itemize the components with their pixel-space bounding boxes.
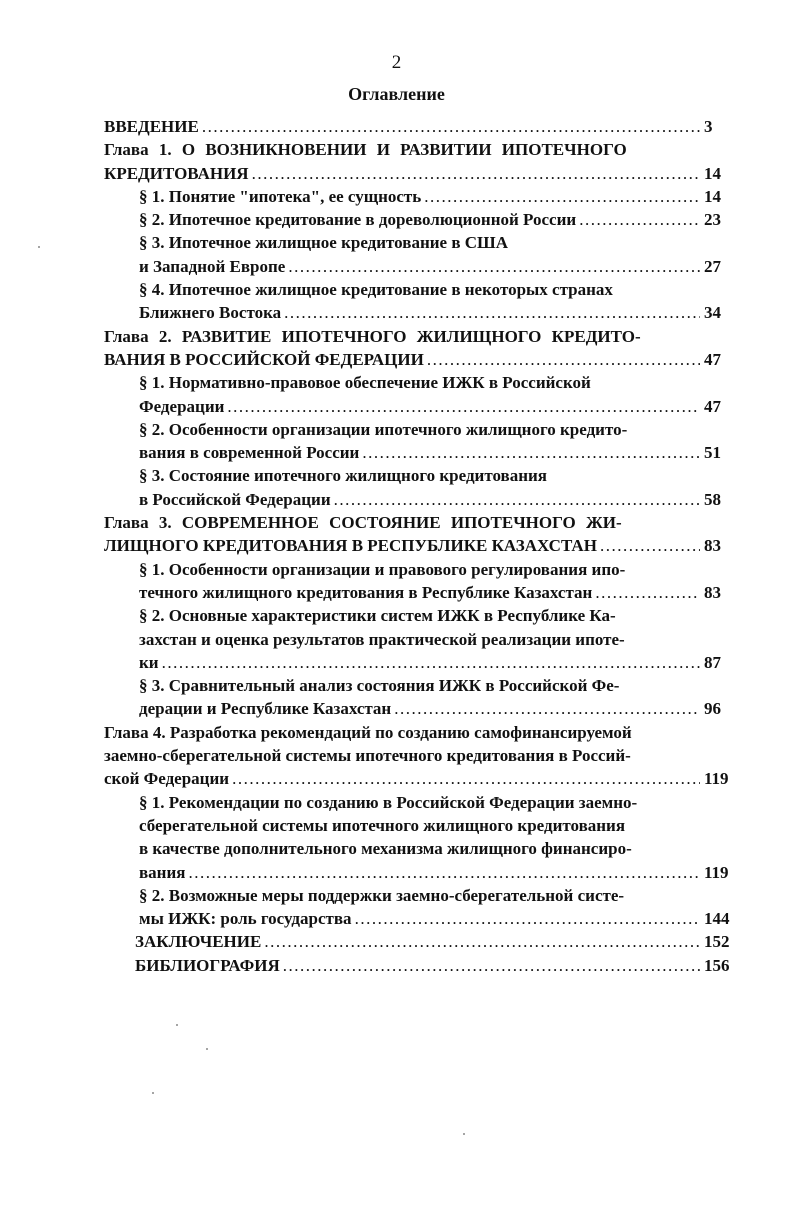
toc-page-number: 14 bbox=[704, 186, 721, 206]
toc-page-number: 47 bbox=[704, 396, 721, 416]
toc-page-number: 119 bbox=[704, 769, 729, 789]
toc-entry-chapter-2-section-3[interactable] bbox=[104, 464, 746, 511]
toc-entry-line: § 3. Состояние ипотечного жилищного кредитования bbox=[139, 466, 548, 486]
toc-entry-chapter-1-section-3[interactable] bbox=[104, 231, 746, 278]
dot-leader bbox=[227, 395, 700, 418]
toc-page-number: 47 bbox=[704, 349, 721, 369]
toc-page-number: 51 bbox=[704, 443, 721, 463]
toc-entry-chapter-3-section-2[interactable] bbox=[104, 604, 746, 674]
page-number: 2 bbox=[391, 52, 402, 73]
toc-entry-line: в качестве дополнительного механизма жилищного финансиро- bbox=[139, 839, 632, 859]
toc-entry-line: § 2. Основные характеристики систем ИЖК в Республике Ка- bbox=[139, 606, 616, 626]
dot-leader bbox=[362, 441, 700, 464]
toc-entry-line: § 3. Ипотечное жилищное кредитование в США bbox=[139, 233, 508, 253]
toc-entry-line: Глава 3. СОВРЕМЕННОЕ СОСТОЯНИЕ ИПОТЕЧНОГО ЖИ- bbox=[104, 513, 622, 533]
dot-leader bbox=[283, 954, 700, 977]
dot-leader bbox=[424, 185, 700, 208]
toc-entry-chapter-3-section-3[interactable] bbox=[104, 674, 746, 721]
toc-entry-title: в Российской Федерации bbox=[139, 489, 331, 509]
toc-entry-chapter-1-section-4[interactable] bbox=[104, 278, 746, 325]
dot-leader bbox=[264, 930, 700, 953]
toc-title: Оглавление bbox=[348, 84, 445, 104]
toc-entry-title: Ближнего Востока bbox=[139, 303, 282, 323]
dot-leader bbox=[288, 255, 700, 278]
toc-entry-line: § 1. Особенности организации и правового регулирования ипо- bbox=[139, 559, 626, 579]
toc-entry-title: ЛИЩНОГО КРЕДИТОВАНИЯ В РЕСПУБЛИКЕ КАЗАХСТАН bbox=[104, 536, 597, 556]
toc-page-number: 156 bbox=[704, 955, 730, 975]
scan-speck bbox=[463, 1133, 465, 1135]
toc-entry-chapter-3[interactable] bbox=[104, 511, 746, 558]
toc-page-number: 87 bbox=[704, 652, 721, 672]
toc-entry-line: § 2. Возможные меры поддержки заемно-сберегательной систе- bbox=[139, 885, 625, 905]
toc-entry-introduction[interactable] bbox=[104, 115, 746, 138]
scan-speck bbox=[152, 1092, 154, 1094]
toc-page-number: 58 bbox=[704, 489, 721, 509]
toc-entry-line: сберегательной системы ипотечного жилищного кредитования bbox=[139, 815, 626, 835]
table-of-contents bbox=[104, 115, 746, 977]
toc-entry-chapter-4-section-1[interactable] bbox=[104, 791, 746, 884]
dot-leader bbox=[355, 907, 700, 930]
scan-speck bbox=[206, 1048, 208, 1050]
dot-leader bbox=[202, 115, 700, 138]
toc-entry-title: вания в современной России bbox=[139, 443, 360, 463]
toc-entry-title: ской Федерации bbox=[104, 769, 230, 789]
toc-page-number: 34 bbox=[704, 303, 721, 323]
toc-page-number: 144 bbox=[704, 909, 730, 929]
toc-page-number: 14 bbox=[704, 163, 721, 183]
toc-entry-line: § 3. Сравнительный анализ состояния ИЖК в Российской Фе- bbox=[139, 676, 620, 696]
dot-leader bbox=[232, 767, 700, 790]
toc-entry-title: ки bbox=[139, 652, 159, 672]
toc-entry-line: Глава 1. О ВОЗНИКНОВЕНИИ И РАЗВИТИИ ИПОТЕЧНОГО bbox=[104, 140, 627, 160]
toc-entry-title: Федерации bbox=[139, 396, 225, 416]
toc-entry-chapter-3-section-1[interactable] bbox=[104, 558, 746, 605]
toc-entry-chapter-1-section-1[interactable] bbox=[104, 185, 746, 208]
toc-entry-title: § 1. Понятие "ипотека", ее сущность bbox=[139, 186, 422, 206]
dot-leader bbox=[188, 861, 700, 884]
toc-entry-line: захстан и оценка результатов практической реализации ипоте- bbox=[139, 629, 625, 649]
toc-page-number: 23 bbox=[704, 210, 721, 230]
dot-leader bbox=[162, 651, 700, 674]
toc-entry-chapter-1-section-2[interactable] bbox=[104, 208, 746, 231]
toc-entry-chapter-4-section-2[interactable] bbox=[104, 884, 746, 931]
toc-entry-title: ВАНИЯ В РОССИЙСКОЙ ФЕДЕРАЦИИ bbox=[104, 349, 424, 369]
toc-entry-title: дерации и Республике Казахстан bbox=[139, 699, 392, 719]
toc-entry-title: вания bbox=[139, 862, 186, 882]
toc-entry-chapter-4[interactable] bbox=[104, 721, 746, 791]
toc-entry-line: § 2. Особенности организации ипотечного жилищного кредито- bbox=[139, 419, 628, 439]
toc-page-number: 96 bbox=[704, 699, 721, 719]
toc-entry-chapter-2-section-2[interactable] bbox=[104, 418, 746, 465]
toc-entry-conclusion[interactable] bbox=[104, 930, 746, 953]
toc-entry-title: мы ИЖК: роль государства bbox=[139, 909, 352, 929]
scan-speck bbox=[176, 1024, 178, 1026]
toc-entry-title: КРЕДИТОВАНИЯ bbox=[104, 163, 249, 183]
toc-entry-line: Глава 4. Разработка рекомендаций по созданию самофинансируемой bbox=[104, 722, 632, 742]
dot-leader bbox=[427, 348, 700, 371]
toc-entry-title: и Западной Европе bbox=[139, 256, 286, 276]
toc-entry-title: § 2. Ипотечное кредитование в дореволюционной России bbox=[139, 210, 577, 230]
toc-page-number: 83 bbox=[704, 582, 721, 602]
toc-entry-chapter-2[interactable] bbox=[104, 325, 746, 372]
toc-entry-line: § 1. Нормативно-правовое обеспечение ИЖК в Российской bbox=[139, 373, 591, 393]
toc-entry-line: § 4. Ипотечное жилищное кредитование в некоторых странах bbox=[139, 280, 613, 300]
toc-entry-chapter-2-section-1[interactable] bbox=[104, 371, 746, 418]
toc-page-number: 152 bbox=[704, 932, 730, 952]
dot-leader bbox=[595, 581, 700, 604]
toc-entry-title: ЗАКЛЮЧЕНИЕ bbox=[135, 932, 262, 952]
toc-page-number: 3 bbox=[704, 117, 713, 136]
toc-page-number: 119 bbox=[704, 862, 729, 882]
toc-entry-title: ВВЕДЕНИЕ bbox=[104, 117, 199, 136]
dot-leader bbox=[284, 301, 700, 324]
toc-entry-line: Глава 2. РАЗВИТИЕ ИПОТЕЧНОГО ЖИЛИЩНОГО КРЕДИТО- bbox=[104, 326, 641, 346]
toc-entry-title: БИБЛИОГРАФИЯ bbox=[135, 955, 280, 975]
toc-entry-chapter-1[interactable] bbox=[104, 138, 746, 185]
dot-leader bbox=[394, 697, 700, 720]
dot-leader bbox=[334, 488, 700, 511]
toc-entry-title: течного жилищного кредитования в Республике Казахстан bbox=[139, 582, 593, 602]
dot-leader bbox=[252, 162, 700, 185]
toc-entry-line: заемно-сберегательной системы ипотечного кредитования в Россий- bbox=[104, 746, 631, 766]
scan-speck bbox=[38, 246, 40, 248]
toc-entry-line: § 1. Рекомендации по созданию в Российской Федерации заемно- bbox=[139, 792, 638, 812]
dot-leader bbox=[600, 534, 700, 557]
toc-page-number: 27 bbox=[704, 256, 721, 276]
dot-leader bbox=[579, 208, 700, 231]
toc-page-number: 83 bbox=[704, 536, 721, 556]
toc-entry-bibliography[interactable] bbox=[104, 954, 746, 977]
